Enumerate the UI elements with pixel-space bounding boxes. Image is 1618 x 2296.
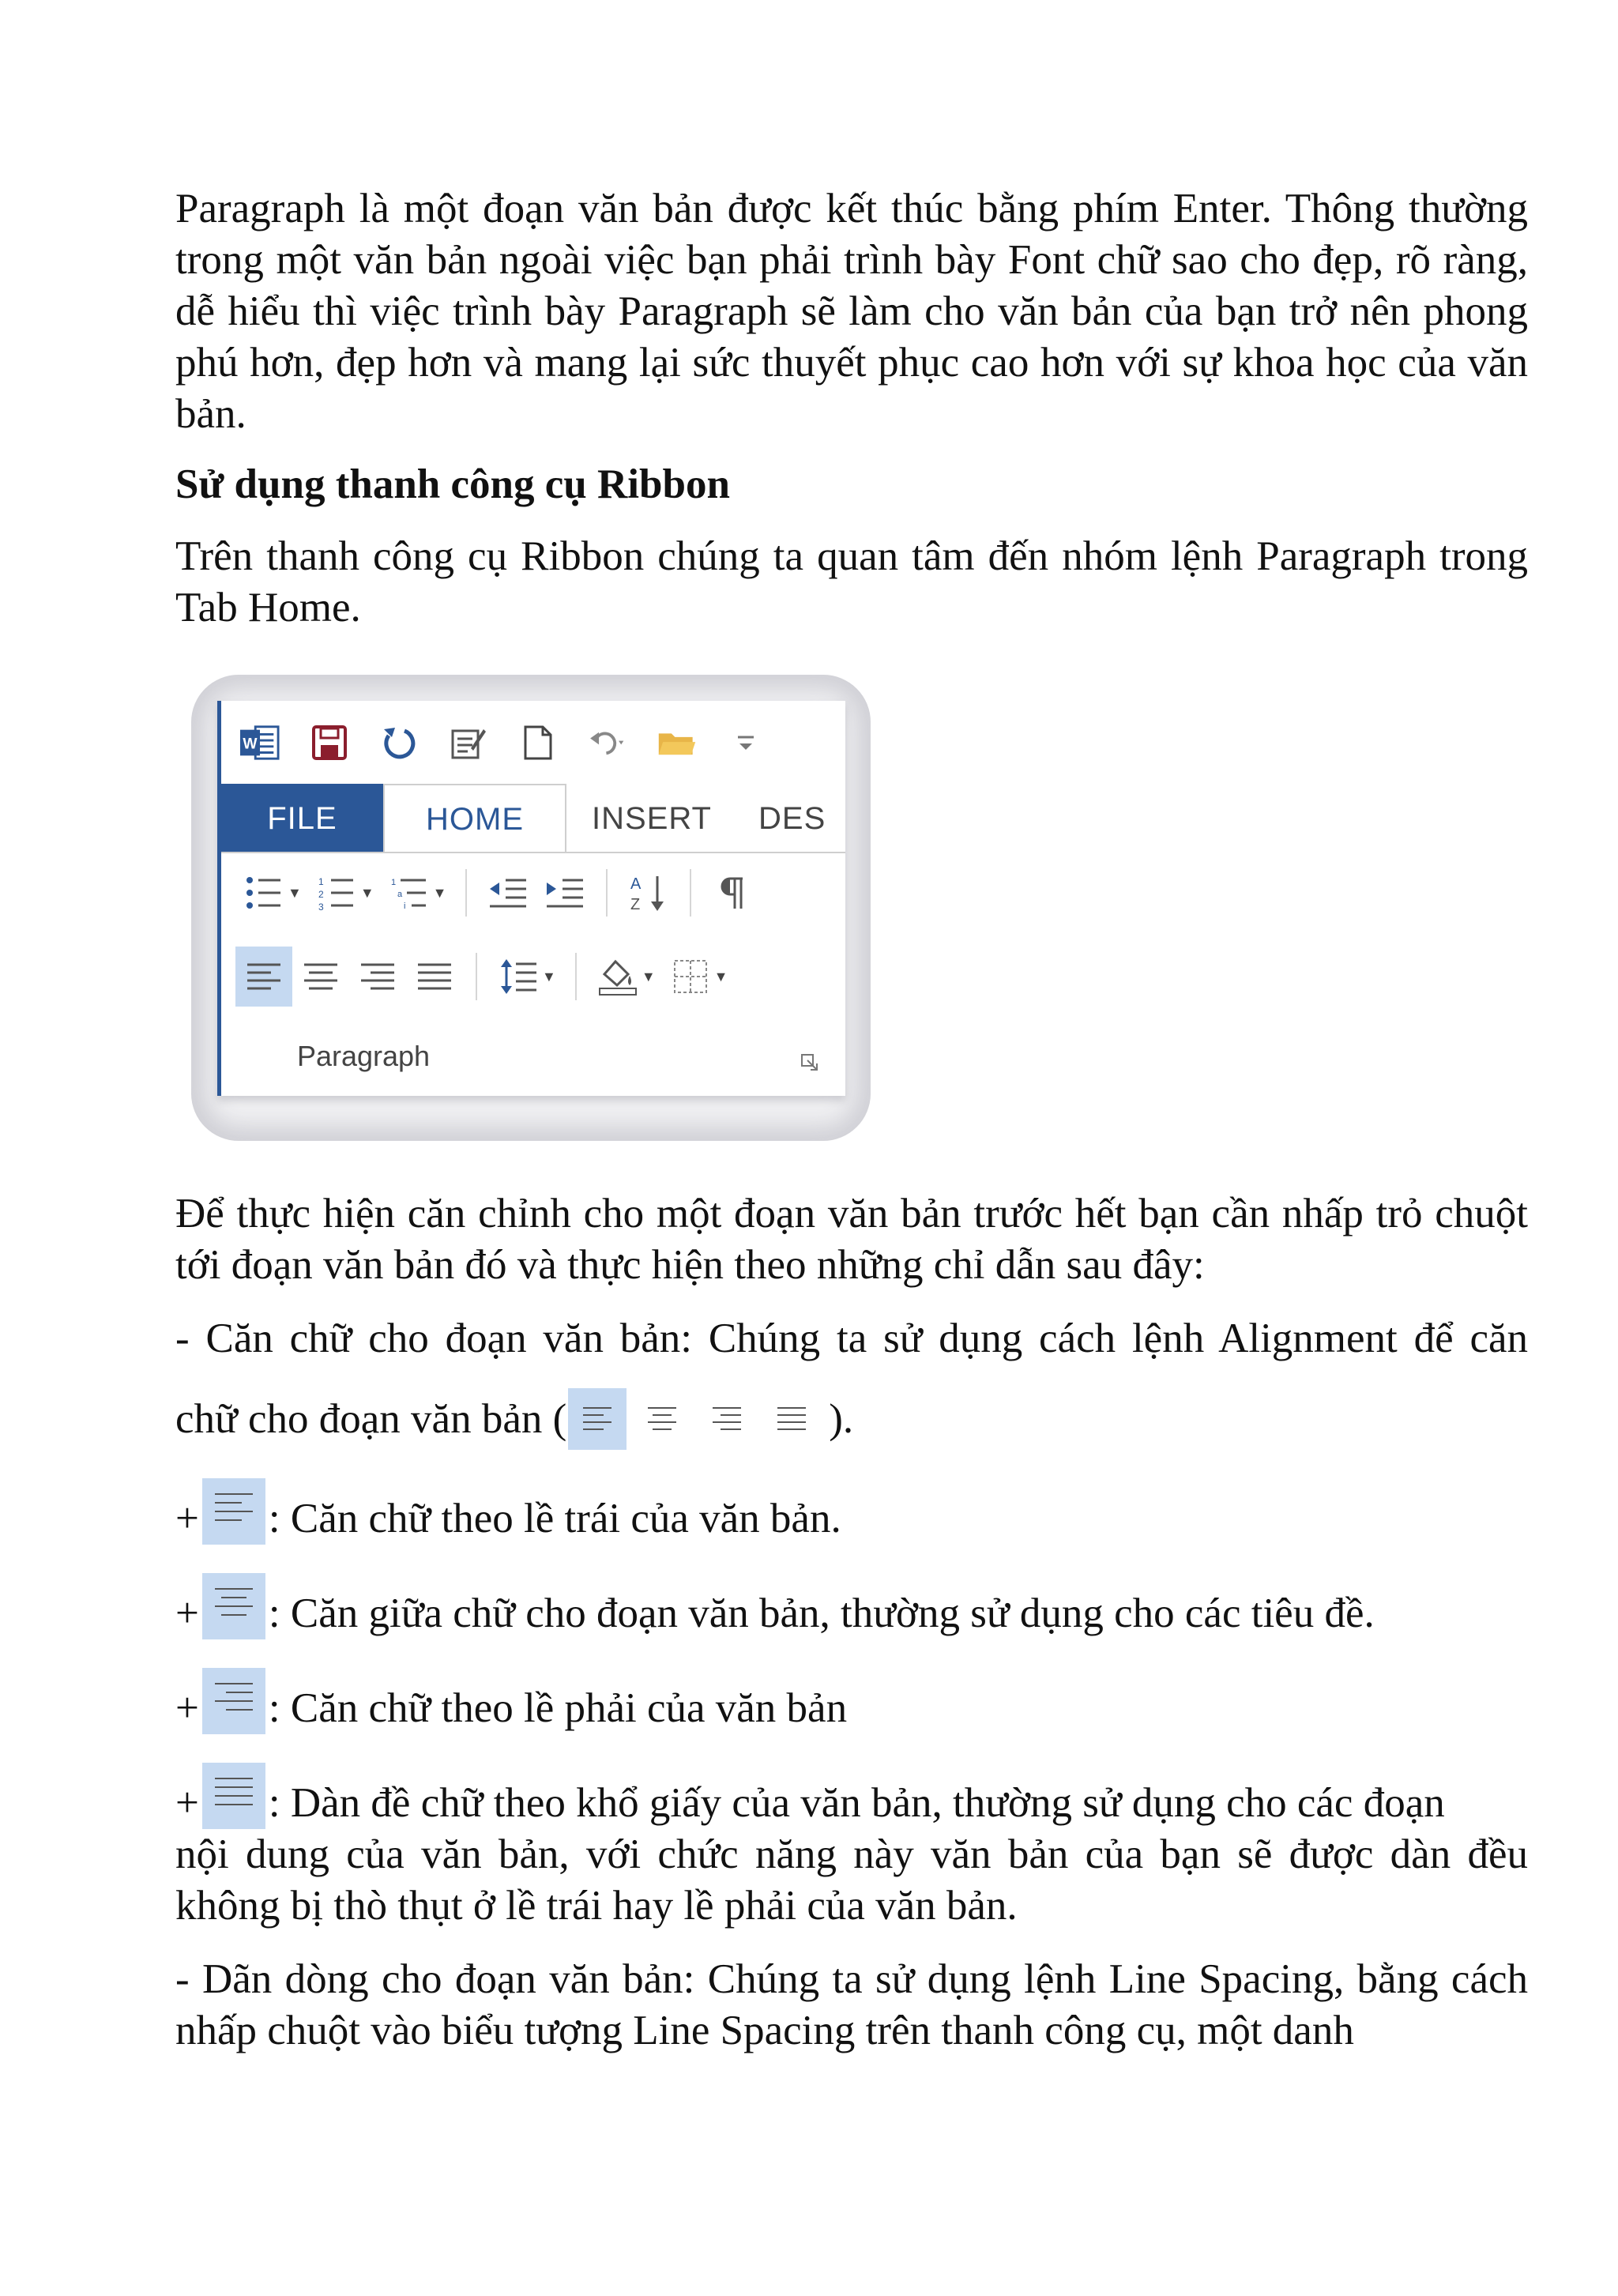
align-center-icon: [633, 1388, 691, 1450]
decrease-indent-icon[interactable]: [480, 863, 536, 923]
open-folder-icon[interactable]: [657, 723, 697, 762]
item-text: : Dàn đề chữ theo khổ giấy của văn bản, thường sử dụng cho các đoạn: [268, 1780, 1445, 1826]
list-item: [175, 1668, 1528, 1734]
paragraph-row-1: [235, 863, 761, 923]
paragraph-group: [221, 853, 845, 1096]
separator: [606, 869, 608, 917]
list-item: [175, 1478, 1528, 1545]
align-right-icon: [698, 1388, 756, 1450]
justify-icon: [202, 1763, 265, 1829]
alignment-text-before: chữ cho đoạn văn bản (: [175, 1396, 567, 1442]
align-right-button[interactable]: [349, 947, 406, 1007]
quick-access-toolbar: [221, 701, 845, 784]
ribbon-paragraph: Trên thanh công cụ Ribbon chúng ta quan tâm đến nhóm lệnh Paragraph trong Tab Home.: [175, 533, 1528, 630]
align-left-icon: [202, 1478, 265, 1545]
increase-indent-icon[interactable]: [536, 863, 593, 923]
list-item: [175, 1763, 1528, 1932]
line-spacing-icon[interactable]: [490, 947, 547, 1007]
repeat-icon[interactable]: [379, 723, 419, 762]
svg-text:A: A: [630, 875, 642, 893]
customize-icon[interactable]: [727, 723, 766, 762]
dialog-launcher-icon[interactable]: [801, 1054, 818, 1075]
item-text: : Căn chữ theo lề phải của văn bản: [268, 1685, 848, 1731]
plus-sign: +: [175, 1780, 199, 1826]
edit-icon[interactable]: [449, 723, 488, 762]
chevron-down-icon[interactable]: ▼: [713, 968, 728, 984]
separator: [465, 869, 467, 917]
svg-text:i: i: [403, 901, 406, 910]
svg-text:2: 2: [318, 889, 324, 900]
line-spacing-paragraph: - Dãn dòng cho đoạn văn bản: Chúng ta sử dụng lệnh Line Spacing, bằng cách nhấp chuột vào biểu tượng Line Spacing trên thanh công cụ, một danh: [175, 1956, 1528, 2053]
tab-file[interactable]: FILE: [221, 784, 383, 853]
group-label: Paragraph: [296, 1040, 431, 1072]
sort-icon[interactable]: [620, 863, 677, 923]
borders-icon[interactable]: [662, 947, 719, 1007]
svg-text:3: 3: [318, 901, 324, 910]
svg-text:Z: Z: [630, 896, 641, 913]
alignment-text-after: ).: [829, 1396, 854, 1442]
new-document-icon[interactable]: [518, 723, 558, 762]
ribbon-tabs: [221, 784, 845, 853]
tab-insert[interactable]: INSERT: [592, 800, 712, 836]
svg-text:1: 1: [318, 876, 324, 887]
separator: [690, 869, 691, 917]
instruction-paragraph: Để thực hiện căn chỉnh cho một đoạn văn bản trước hết bạn cần nhấp trỏ chuột tới đoạn văn bản đó và thực hiện theo những chỉ dẫn sau đây:: [175, 1191, 1528, 1288]
alignment-icons: [568, 1388, 827, 1450]
plus-sign: +: [175, 1685, 199, 1731]
show-marks-icon[interactable]: [704, 863, 761, 923]
chevron-down-icon[interactable]: ▼: [432, 884, 447, 901]
undo-icon[interactable]: [588, 723, 627, 762]
tab-design[interactable]: DES: [758, 800, 826, 836]
section-heading: Sử dụng thanh công cụ Ribbon: [175, 461, 730, 507]
separator: [575, 953, 577, 1000]
chevron-down-icon[interactable]: ▼: [288, 884, 302, 901]
plus-sign: +: [175, 1496, 199, 1541]
bullets-icon[interactable]: [235, 863, 292, 923]
chevron-down-icon[interactable]: ▼: [641, 968, 656, 984]
svg-text:a: a: [397, 890, 402, 899]
shading-icon[interactable]: [589, 947, 646, 1007]
align-left-button[interactable]: [235, 947, 292, 1007]
list-item: [175, 1573, 1528, 1639]
justify-button[interactable]: [406, 947, 463, 1007]
svg-text:1: 1: [390, 878, 396, 887]
save-icon[interactable]: [310, 723, 349, 762]
ribbon-screenshot: [191, 675, 871, 1141]
justify-icon: [762, 1388, 821, 1450]
item-text: : Căn giữa chữ cho đoạn văn bản, thường sử dụng cho các tiêu đề.: [268, 1590, 1375, 1636]
chevron-down-icon[interactable]: ▼: [542, 968, 556, 984]
align-center-button[interactable]: [292, 947, 349, 1007]
alignment-line-2: [175, 1388, 1528, 1450]
intro-paragraph: Paragraph là một đoạn văn bản được kết thúc bằng phím Enter. Thông thường trong một văn bản ngoài việc bạn phải trình bày Font chữ sao cho đẹp, rõ ràng, dễ hiểu thì việc trình bày Paragraph sẽ làm cho văn bản của bạn trở nên phong phú hơn, đẹp hơn và mang lại sức thuyết phục cao hơn với sự khoa học của văn bản.: [175, 186, 1528, 437]
paragraph-row-2: [235, 947, 734, 1007]
chevron-down-icon[interactable]: ▼: [359, 884, 374, 901]
plus-sign: +: [175, 1590, 199, 1636]
multilevel-list-icon[interactable]: [381, 863, 438, 923]
separator: [476, 953, 477, 1000]
tab-home[interactable]: HOME: [383, 784, 566, 853]
svg-text:W: W: [243, 736, 258, 753]
justify-continuation: nội dung của văn bản, với chức năng này văn bản của bạn sẽ được dàn đều không bị thò thụt ở lề trái hay lề phải của văn bản.: [175, 1831, 1528, 1929]
item-text: : Căn chữ theo lề trái của văn bản.: [268, 1496, 841, 1541]
align-center-icon: [202, 1573, 265, 1639]
numbering-icon[interactable]: [308, 863, 365, 923]
document-page: [175, 183, 1528, 2057]
align-right-icon: [202, 1668, 265, 1734]
alignment-line-1: - Căn chữ cho đoạn văn bản: Chúng ta sử dụng cách lệnh Alignment để căn: [175, 1315, 1528, 1361]
ribbon: [217, 701, 845, 1096]
align-left-icon: [568, 1388, 627, 1450]
word-logo-icon: [240, 723, 280, 762]
